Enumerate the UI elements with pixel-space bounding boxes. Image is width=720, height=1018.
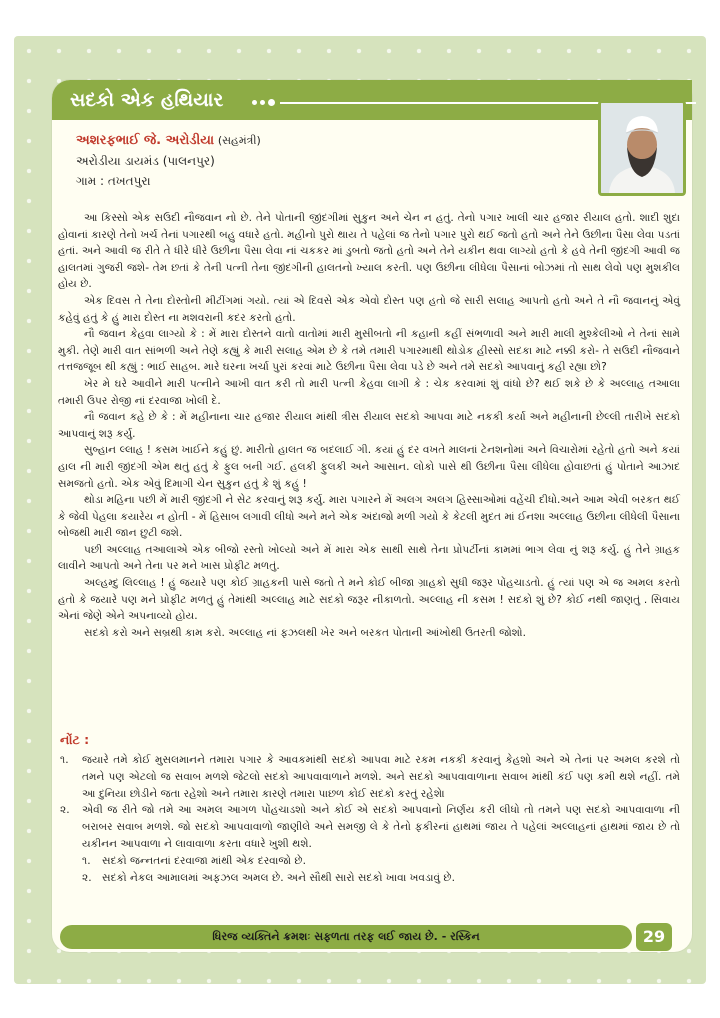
- notes-heading: નોંટ :: [60, 732, 90, 747]
- paragraph: આ કિસ્સો એક સઉદી નૌજવાન નો છે. તેને પોતાની જીંદગીમાં સુકુન અને ચેન ન હતું. તેનો પગાર ખાલી ચાર હજાર રીયાલ હતો. શાદી શુદા હોવાનાં કારણે તેનો ખર્ચ તેનાં પગારથી બહુ વધારે હતો. મહીનો પુરો થાય તે પહેલાં જ તેનો પગાર પુરો થઈ જતો હતો અને તેને ઉછીના પૈસા લેવા પડતાં હતાં. અને આવી જ રીતે તે ધીરે ધીરે ઉછીના પૈસા લેવા નાં ચકકર માં ડુબતો જતો હતો અને તેને યકીન થવા લાગ્યો હતો કે હવે તેની જીંદગી આવી જ હાલતમાં ગુજરી જશે- તેમ છતાં કે તેની પત્ની તેના જીંદગીની હાલતનો ખ્યાલ કરતી. પણ ઉછીના લીધેલા પૈસાનાં બોઝમાં તો સાથ લેવો પણ મુશકીલ હોય છે.: [58, 212, 680, 291]
- article-title: સદકો એક હથિયાર: [70, 89, 224, 111]
- subitem-number: ૧.: [82, 854, 91, 867]
- subitem-text: સદકો જન્નતનાં દરવાજા માંથી એક દરવાજો છે.: [102, 854, 306, 867]
- note-subitem: [60, 870, 680, 887]
- paragraph: પછી અલ્લાહ તઆલાએ એક બીજો રસ્તો ખોલ્યો અને મેં મારા એક સાથી સાથે તેના પ્રોપર્ટીનાં કામમાં ભાગ લેવા નું શરૂ કર્યુ. હું તેને ગ્રાહક લાવીને આપતો અને તેના પર મને ખાસ પ્રોફીટ મળતું.: [58, 543, 680, 573]
- paragraph: નૌ જવાન કહે છે કે : મેં મહીનાના ચાર હજાર રીયાલ માંથી ત્રીસ રીયાલ સદકો આપવા માટે નકકી કર્યા અને મહીનાની છેલ્લી તારીખે સદકો આપવાનું શરૂ કર્યુ.: [58, 411, 680, 440]
- paragraph: અલ્હમ્દુ લિલ્લાહ ! હું જયારે પણ કોઈ ગ્રાહકની પાસે જતો તે મને કોઈ બીજા ગ્રાહકો સુધી જરૂર પોંહચાડતો. હું ત્યાં પણ એ જ અમલ કરતો હતો કે જયારે પણ મને પ્રોફીટ મળતું હું તેમાંથી અલ્લાહ માટે સદકો જરૂર નીકાળતો. અલ્લાહ ની કસમ ! સદકો શું છે? કોઈ નથી જાણતું . સિવાય એનાં જેણે એને અપનાવ્યો હોય.: [58, 577, 680, 623]
- author-portrait-icon: [601, 103, 683, 193]
- notes-list: [60, 752, 680, 886]
- article-body: [58, 210, 680, 641]
- note-number: ૨.: [60, 804, 70, 817]
- paragraph: ખેર મે ઘરે આવીને મારી પત્નીને આખી વાત કરી તો મારી પત્ની કેહવા લાગી કે : ચેક કરવામાં શું વાંધો છે? થઈ શકે છે કે અલ્લાહ તઆલા તમારી ઉપર રોજી નાં દરવાજા ખોલી દે.: [58, 377, 680, 407]
- paragraph: નૌ જવાન કેહવા લાગ્યો કે : મેં મારા દોસ્તને વાતો વાતોમાં મારી મુસીબતો ની કહાની કહીં સંભળાવી અને મારી માલી મુશ્કેલીઓ ને તેનાં સામે મુકી. તેણે મારી વાત સાંભળી અને તેણે કહ્યું કે મારી સલાહ એમ છે કે તમે તમારી પગારમાથી થોડોક હીસ્સો સદકા માટે નક્કી કરો- તે સઉદી નૌજવાને તત્તજજૂબ થી કહ્યું : ભાઈ સાહબ. મારે ઘરના ખર્ચા પુરાં કરવાં માટે ઉછીના પૈસા લેવા પડે છે અને તમે સદકો આપવાનું કહી રહ્યા છો?: [58, 328, 681, 374]
- note-item: [60, 752, 680, 802]
- note-subitem: [60, 853, 680, 870]
- author-village: ગામ : તખતપુરા: [76, 174, 151, 188]
- deco-dot: [268, 99, 275, 106]
- page-number: 29: [636, 923, 672, 951]
- note-item: [60, 802, 680, 852]
- footer-quote: ધિરજ વ્યક્તિને ક્રમશઃ સફળતા તરફ લઈ જાય છે. - રસ્કિન: [60, 925, 632, 949]
- author-photo: [598, 100, 686, 196]
- paragraph: સુબ્હાન લ્લાહ ! કસમ ખાઈને કહું છું. મારીતો હાલત જ બદલાઈ ગી. કયાં હું દર વખતે માલનાં ટેનશનોમાં અને વિચારોમાં રહેતો હતો અને કયાં હાલ ની મારી જીંદગી એમ થતું હતું કે ફુલ બની ગઈ. હલકી ફુલકી અને આસાન. લોકો પાસે થી ઉછીના પૈસા લીધેલા હોવાછતાં હું પોતાને આઝાદ સમજતો હતો. એક એવું દિમાગી ચેન સુકુન હતું કે શું કહું !: [58, 444, 680, 490]
- note-text: એવી જ રીતે જો તમે આ અમલ આગળ પોંહચાડશો અને કોઈ એ સદકો આપવાનો નિર્ણય કરી લીધો તો તમને પણ સદકો આપવાવાળા ની બરાબર સવાબ મળશે. જો સદકો આપવાવાળો જાણીલે અને સમજી લે કે તેનો ફકીરનાં હાથમાં જાય તે પહેલાં અલ્લાહનાં હાથમાં જાય છે તો યકીનન આપવાળા ને લાવાવાળા કરતા વધારે ખુશી થશે.: [82, 804, 680, 850]
- paragraph: થોડા મહિના પછી મેં મારી જીંદગી ને સેટ કરવાનું શરૂ કર્યુ. મારા પગારને મેં અલગ અલગ હિસ્સાઓમાં વહેંચી દીધો.અને આમ એવી બરકત થઈ કે જેવી પેહલા કયારેય ન હોતી - મેં હિસાબ લગાવી લીધો અને મને એક અંદાજો મળી ગયો કે કેટલી મુદત માં ઈનશા અલ્લાહ ઉછીના લીધેલી પૈસાના બોજથી મારી જાન છુટી જશે.: [58, 494, 680, 540]
- subitem-number: ૨.: [82, 871, 92, 884]
- author-name: અશરફભાઈ જે. અરોડીયા: [76, 133, 215, 148]
- author-role: (સહમંત્રી): [217, 134, 261, 147]
- subitem-text: સદકો નેકલ આમાલમાં અફઝલ અમલ છે. અને સૌથી સારો સદકો ખાવા ખવડાવું છે.: [102, 871, 455, 884]
- deco-dot: [260, 100, 265, 105]
- author-line: [76, 130, 261, 151]
- author-address: અરોડીયા ડાયમંડ (પાલનપુર): [76, 154, 215, 168]
- paragraph: એક દિવસ તે તેના દોસ્તોની મીટીંગમાં ગયો. ત્યાં એ દિવસે એક એવો દોસ્ત પણ હતો જે સારી સલાહ આપતો હતો અને તે નૌ જવાનનું એવું કહેવું હતું કે હું મારા દોસ્ત ના મશવરાની કદર કરતો હતો.: [58, 294, 680, 324]
- author-block: [76, 130, 261, 191]
- deco-dot: [252, 100, 257, 105]
- paragraph: સદકો કરો અને સબ્રથી કામ કરો. અલ્લાહ નાં ફઝલથી ખેર અને બરકત પોતાની આંખોથી ઉતરતી જોશો.: [84, 626, 526, 639]
- note-number: ૧.: [60, 754, 69, 766]
- note-text: જયારે તમે કોઈ મુસલમાનને તમારા પગાર કે આવકમાંથી સદકો આપવા માટે રકમ નકકી કરવાનું કેહશો અને એ તેનાં પર અમલ કરશે તો તમને પણ એટલો જ સવાબ મળશે જેટલો સદકો આપવાવાળાને મળશે. અને સદકો આપવાવાળાના સવાબ માંથી કંઈ પણ કમી થશે નહીં. તમે આ દુનિયા છોડીને જતા રહેશો અને તમારા કારણે તમારા પાછળ કોઈ સદકો કરતું રહેશે।: [82, 754, 680, 800]
